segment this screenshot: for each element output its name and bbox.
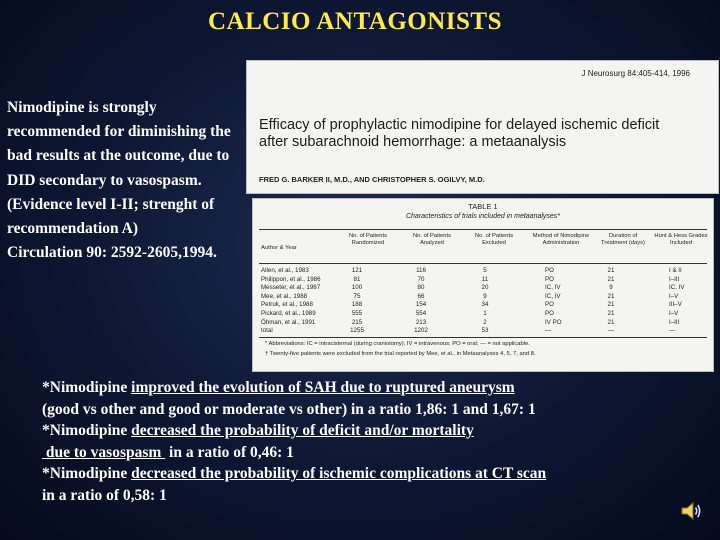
table-cell: 34: [481, 301, 489, 309]
finding-highlight: improved the evolution of SAH due to ruptured aneurysm: [131, 379, 515, 396]
table-cell: 1255: [350, 327, 364, 335]
table-cell: 1202: [414, 327, 428, 335]
table-cell: PO: [545, 275, 554, 283]
table-cell-author: total: [261, 327, 273, 335]
finding-highlight: decreased the probability of deficit and/or mortality: [131, 422, 474, 439]
column-header: Method of Nimodipine Administration: [532, 233, 590, 246]
findings-text: [42, 377, 712, 506]
table-cell: 9: [483, 292, 487, 300]
table-cell: 121: [351, 267, 363, 274]
table-cell: 53: [481, 327, 489, 335]
paper-excerpt-image: [246, 60, 719, 372]
column-header: Author & Year: [261, 245, 297, 251]
table-cell-author: Messeter, et al., 1987: [261, 284, 321, 292]
column-header: No. of Patients Analyzed: [412, 233, 452, 246]
table-cell: 81: [353, 275, 361, 283]
finding-line: in a ratio of 0,58: 1: [42, 486, 167, 504]
table-cell: 20: [481, 284, 489, 292]
finding-ratio: in a ratio of 0,46: 1: [165, 443, 294, 461]
table-footnote: † Twenty-five patients were excluded from the trial reported by Mee, et al., in Metaanalyses 4, 5, 7, and 8.: [265, 351, 536, 357]
table-cell: 213: [415, 318, 427, 326]
finding-line: [42, 420, 712, 442]
table-cell: I & II: [669, 267, 682, 274]
table-cell: I–V: [669, 292, 679, 300]
table-cell: I–III: [669, 275, 680, 283]
paper-authors: FRED G. BARKER II, M.D., AND CHRISTOPHER S. OGILVY, M.D.: [259, 175, 485, 184]
table-cell: 21: [607, 318, 615, 326]
table-cell: 100: [351, 284, 363, 292]
table-cell: 9: [609, 284, 613, 292]
table-cell: IC, IV: [545, 292, 561, 300]
table-heading: TABLE 1: [468, 202, 498, 211]
table-cell: 66: [417, 292, 425, 300]
table-cell-author: Petruk, et al., 1988: [261, 301, 313, 309]
finding-line: [42, 463, 712, 485]
speaker-icon[interactable]: [679, 499, 703, 523]
paper-table: [252, 198, 714, 372]
table-cell: 21: [607, 301, 615, 309]
table-rule: [259, 337, 707, 338]
column-header: No. of Patients Randomized: [348, 233, 388, 246]
table-cell: 1: [483, 310, 487, 317]
table-rule: [259, 229, 707, 230]
table-cell: —: [669, 327, 676, 335]
table-cell: PO: [545, 310, 554, 317]
slide-title: CALCIO ANTAGONISTS: [207, 8, 503, 35]
table-caption: Characteristics of trials included in metaanalyses*: [405, 213, 561, 220]
paper-title: Efficacy of prophylactic nimodipine for delayed ischemic deficit after subarachnoid hemorrhage: a metaanalysis: [259, 117, 660, 150]
column-header: No. of Patients Excluded: [474, 233, 514, 246]
table-cell-author: Allen, et al., 1983: [261, 267, 309, 274]
table-cell: 75: [353, 292, 361, 300]
table-cell: IC, IV: [669, 284, 685, 292]
table-cell: III–V: [669, 301, 682, 309]
table-cell: 21: [607, 310, 615, 317]
table-cell: 5: [483, 267, 487, 274]
finding-line: (good vs other and good or moderate vs other) in a ratio 1,86: 1 and 1,67: 1: [42, 400, 536, 418]
table-rule: [259, 263, 707, 264]
table-cell: 11: [481, 275, 489, 283]
finding-line: [42, 377, 712, 399]
table-cell: I–III: [669, 318, 680, 326]
table-cell-author: Philippon, et al., 1986: [261, 275, 321, 283]
table-cell: 21: [607, 292, 615, 300]
table-cell: PO: [545, 267, 554, 274]
table-cell: 2: [483, 318, 487, 326]
table-cell-author: Öhman, et al., 1991: [261, 318, 316, 326]
table-cell: I–V: [669, 310, 679, 317]
paper-header: [246, 60, 719, 194]
table-cell-author: Pickard, et al., 1989: [261, 310, 316, 317]
speaker-icon: [679, 499, 703, 523]
finding-prefix: *Nimodipine: [42, 465, 132, 482]
table-cell: IV PO: [545, 318, 562, 326]
table-cell: 215: [351, 318, 363, 326]
table-cell: 554: [415, 310, 427, 317]
table-cell: IC, IV: [545, 284, 561, 292]
table-cell: 116: [416, 267, 426, 274]
finding-prefix: *Nimodipine: [42, 379, 132, 396]
table-cell: 70: [417, 275, 425, 283]
finding-highlight: decreased the probability of ischemic complications at CT scan: [131, 465, 547, 482]
finding-line: [42, 442, 712, 464]
table-cell: PO: [545, 301, 554, 309]
table-cell: —: [607, 327, 615, 335]
recommendation-text: Nimodipine is strongly recommended for diminishing the bad results at the outcome, due to DID secondary to vasospasm. (Evidence level I-II; strenght of recommendation A) Circulation 90: 2592-2605,1994.: [7, 99, 231, 262]
table-cell: 154: [415, 301, 427, 309]
table-cell: —: [545, 327, 552, 335]
table-cell: 188: [351, 301, 363, 309]
journal-reference: J Neurosurg 84:405-414, 1996: [581, 69, 690, 78]
finding-prefix: *Nimodipine: [42, 422, 132, 439]
table-cell: 555: [351, 310, 363, 317]
finding-highlight: due to vasospasm: [42, 443, 166, 461]
table-cell-author: Mee, et al., 1988: [261, 292, 308, 300]
column-header: Duration of Treatment (days): [601, 233, 645, 246]
table-cell: 80: [417, 284, 425, 292]
table-cell: 21: [607, 267, 615, 274]
column-header: Hunt & Hess Grades Included: [654, 233, 708, 246]
table-cell: 21: [607, 275, 615, 283]
table-footnote: * Abbreviations: IC = intracisternal (during craniotomy); IV = intravenous; PO = oral; — = not applicable.: [265, 341, 530, 347]
